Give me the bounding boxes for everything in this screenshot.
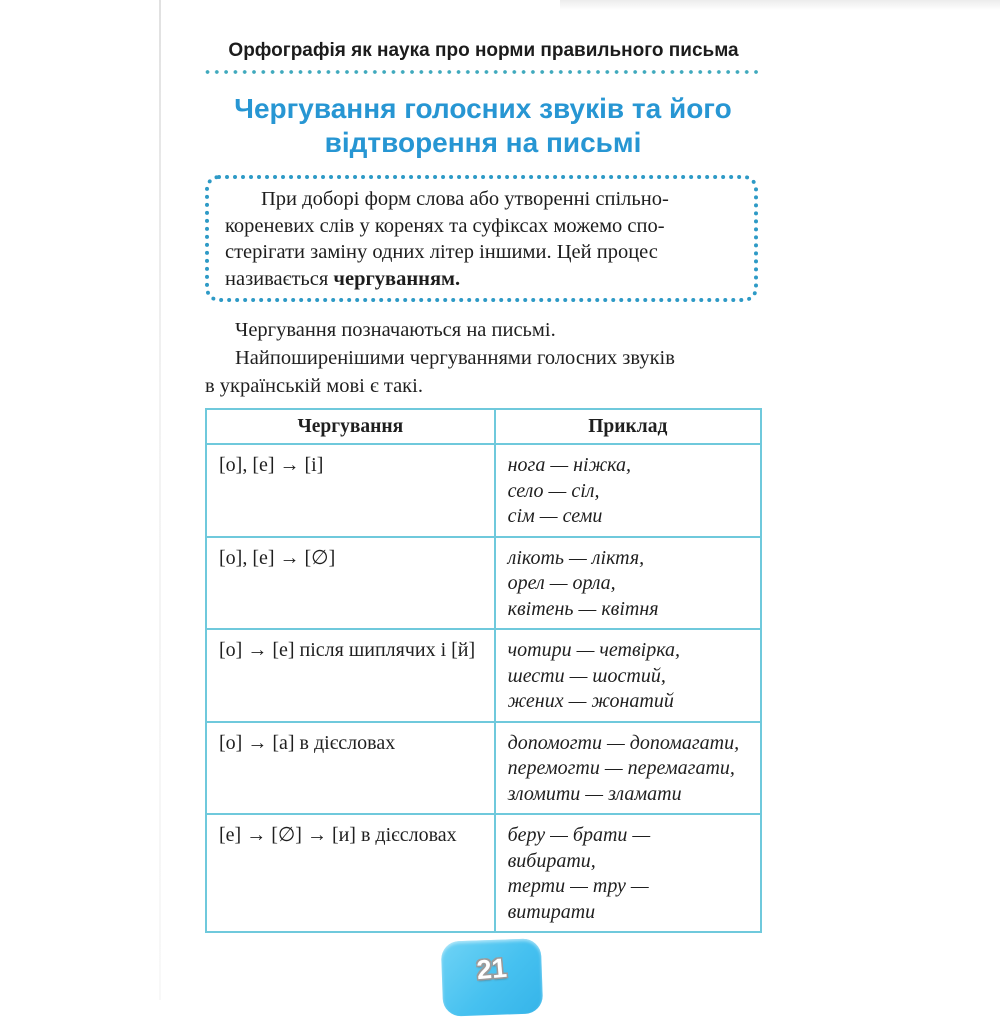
page-number: 21	[475, 952, 508, 986]
table-row	[206, 537, 761, 630]
table-row	[206, 444, 761, 537]
page-title-line-1: Чергування голосних звуків та його	[234, 93, 732, 124]
example-line: перемогти — перемагати,	[507, 757, 735, 779]
table-header-row	[206, 409, 761, 444]
paragraph-2-line-1: Найпоширенішими чергуваннями голосних звуків	[235, 347, 675, 369]
example-line: витирати	[507, 900, 596, 923]
example-line: чотири — четвірка,	[507, 639, 681, 661]
page-title-line-2: відтворення на письмі	[324, 127, 642, 158]
example-line: сім — семи	[507, 505, 603, 527]
definition-box-line: кореневих слів у коренях та суфіксах можемо спо-	[225, 214, 665, 237]
example-line: шести — шостий,	[507, 664, 666, 687]
example-cell	[495, 629, 761, 722]
alternation-cell: [о] → [а] в дієсловах	[206, 722, 495, 815]
definition-box	[205, 175, 758, 302]
example-line: нога — ніжка,	[507, 454, 632, 476]
alternation-table	[205, 408, 762, 933]
dotted-separator	[205, 69, 761, 75]
definition-box-line	[225, 266, 738, 293]
example-cell	[495, 537, 761, 630]
definition-box-text	[225, 186, 738, 292]
alternation-cell: [о], [е] → [і]	[206, 444, 495, 537]
page-title	[160, 92, 806, 160]
example-line: вибирати,	[507, 849, 596, 872]
table-row	[206, 722, 761, 815]
example-line: зломити — зламати	[507, 782, 682, 805]
table-row	[206, 629, 761, 722]
page-number-badge	[441, 938, 544, 1016]
definition-box-line: стерігати заміну одних літер іншими. Цей процес	[225, 241, 658, 263]
body-paragraphs	[205, 316, 765, 400]
alternation-cell: [е] → [∅] → [и] в дієсловах	[206, 814, 495, 932]
example-line: допомогти — допомагати,	[507, 731, 740, 754]
table-header-alternation: Чергування	[206, 409, 495, 444]
alternation-cell: [о] → [е] після шиплячих і [й]	[206, 629, 495, 722]
table-header-example: Приклад	[495, 409, 761, 444]
example-line: терти — тру —	[507, 875, 649, 897]
paragraph-2-line-2: в українській мові є такі.	[205, 375, 423, 397]
page-scan-top-edge	[560, 0, 1000, 10]
alternation-cell: [о], [е] → [∅]	[206, 537, 495, 630]
example-cell	[495, 722, 761, 815]
definition-box-line: При доборі форм слова або утворенні спільно-	[261, 188, 669, 210]
definition-box-line-text: називається	[225, 267, 334, 290]
example-line: жених — жонатий	[507, 690, 674, 712]
example-line: орел — орла,	[507, 572, 616, 594]
example-line: село — сіл,	[507, 479, 600, 502]
paragraph-1: Чергування позначаються на письмі.	[235, 319, 556, 341]
definition-term-bold: чергуванням.	[333, 267, 461, 290]
running-head: Орфографія як наука про норми правильного письма	[228, 40, 739, 61]
example-cell	[495, 814, 761, 932]
example-line: квітень — квітня	[507, 597, 659, 620]
alternation-table-body	[206, 444, 761, 932]
example-line: лікоть — ліктя,	[507, 546, 645, 569]
example-line: беру — брати —	[507, 824, 651, 846]
example-cell	[495, 444, 761, 537]
table-row	[206, 814, 761, 932]
